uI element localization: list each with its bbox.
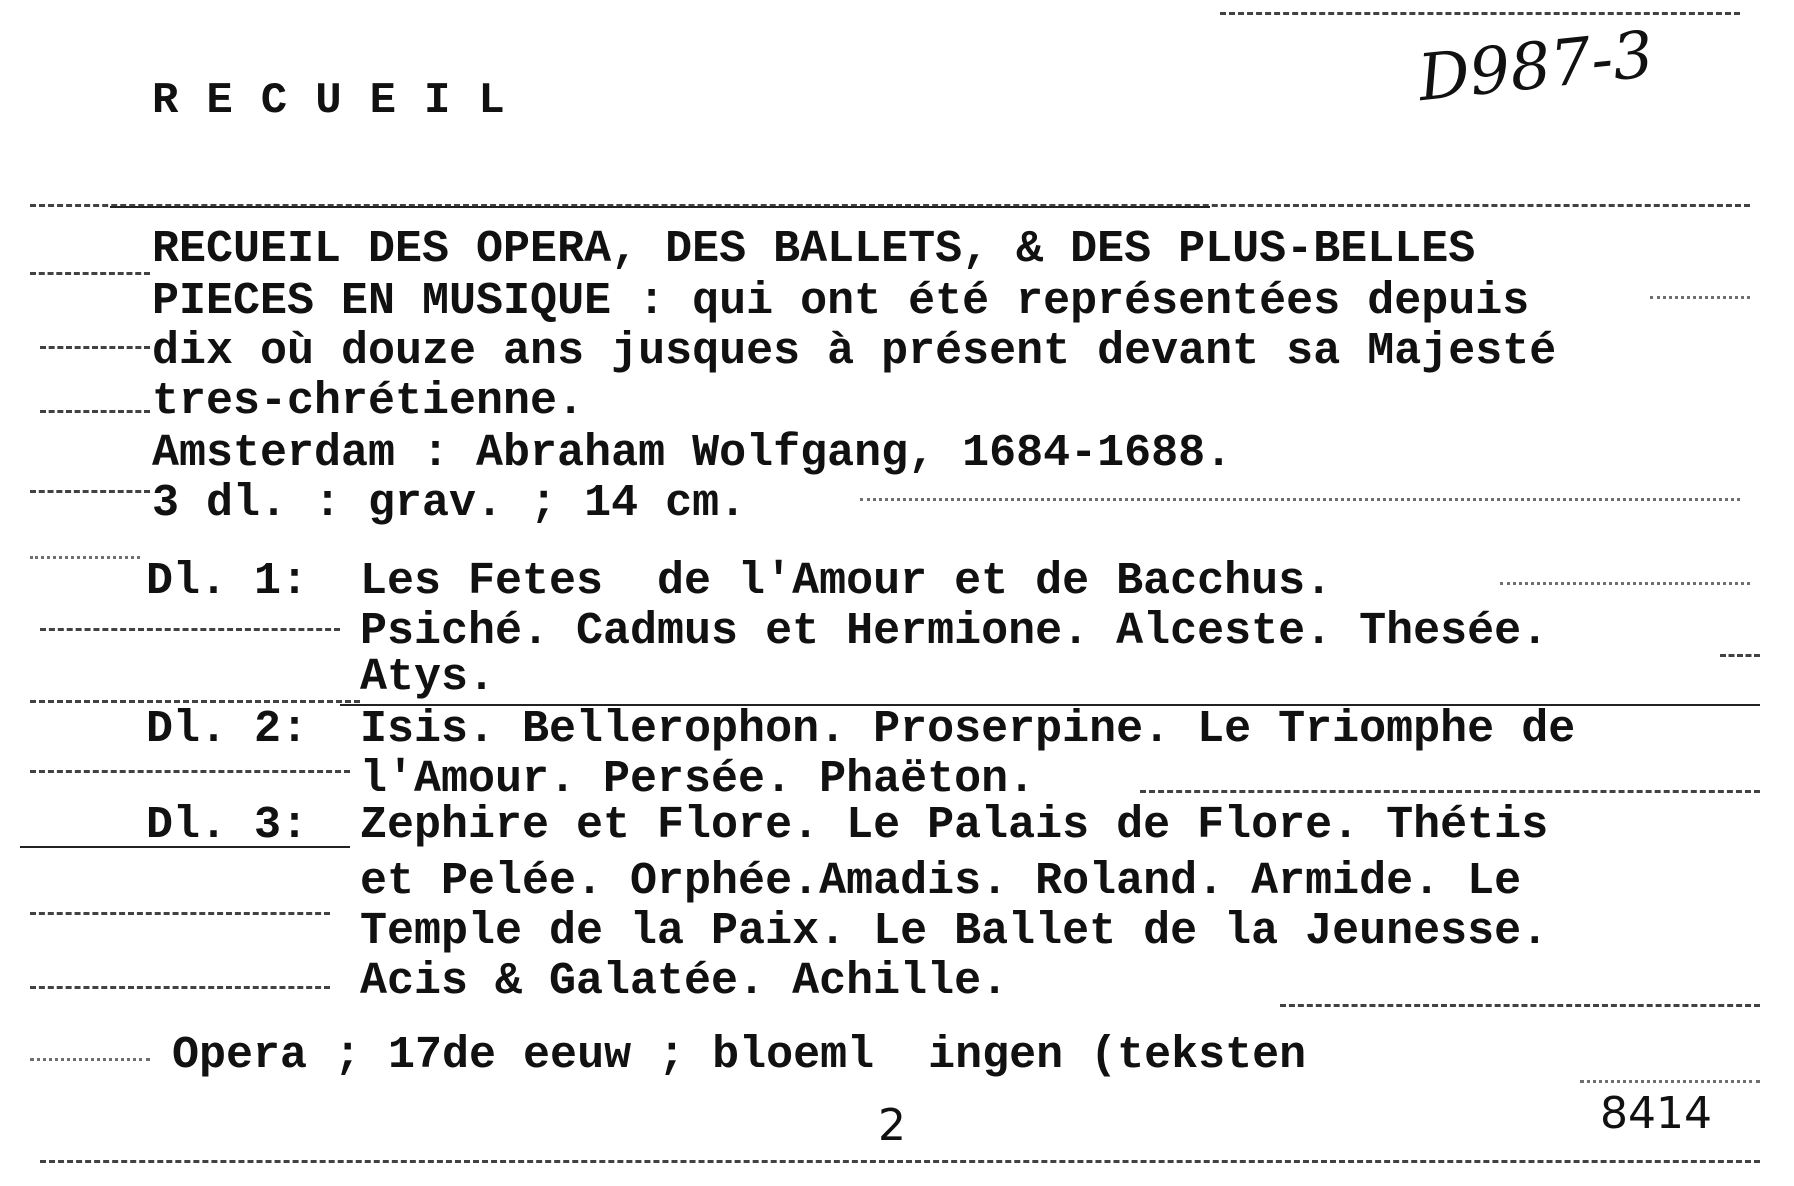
volume-2-line-1: Isis. Bellerophon. Proserpine. Le Triomphe de [360,704,1576,755]
ruled-line [860,498,1740,501]
physical-description: 3 dl. : grav. ; 14 cm. [152,478,747,529]
volume-1-label: Dl. 1: [146,556,309,607]
volume-2-line-2: l'Amour. Persée. Phaëton. [360,754,1036,805]
ruled-line [30,272,150,275]
card-heading: RECUEIL [152,76,533,126]
ruled-line [110,206,1210,208]
ruled-line [30,986,330,989]
volume-1-line-2: Psiché. Cadmus et Hermione. Alceste. Thesée. [360,606,1549,657]
volume-3-line-1: Zephire et Flore. Le Palais de Flore. Thétis [360,800,1549,851]
ruled-line [40,628,340,631]
ruled-line [30,556,140,559]
ruled-line [30,700,360,703]
card-number: 8414 [1600,1088,1712,1139]
ruled-line [30,490,150,493]
ruled-line [1280,1004,1760,1007]
ruled-line [1580,1080,1760,1083]
handwritten-shelfmark: D987-3 [1414,17,1658,117]
volume-3-label: Dl. 3: [146,800,309,851]
subject-headings: Opera ; 17de eeuw ; bloeml ingen (teksten [172,1030,1307,1081]
volume-3-line-4: Acis & Galatée. Achille. [360,956,1009,1007]
ruled-line [30,1058,150,1061]
volume-1-line-1: Les Fetes de l'Amour et de Bacchus. [360,556,1333,607]
imprint: Amsterdam : Abraham Wolfgang, 1684-1688. [152,428,1233,479]
ruled-line [1500,582,1750,585]
ruled-line [40,1160,1760,1163]
ruled-line [1140,790,1760,793]
ruled-line [40,346,150,349]
ruled-line [1720,654,1760,657]
ruled-line [1220,12,1740,15]
volume-2-label: Dl. 2: [146,704,309,755]
title-line-4: tres-chrétienne. [152,376,585,427]
title-line-1: RECUEIL DES OPERA, DES BALLETS, & DES PLUS-BELLES [152,224,1476,275]
volume-3-line-3: Temple de la Paix. Le Ballet de la Jeunesse. [360,906,1549,957]
ruled-line [1650,296,1750,299]
title-line-3: dix où douze ans jusques à présent devant sa Majesté [152,326,1557,377]
ruled-line [30,770,350,773]
footer-number: 2 [878,1100,906,1151]
ruled-line [40,410,150,413]
volume-3-line-2: et Pelée. Orphée.Amadis. Roland. Armide. Le [360,856,1522,907]
title-line-2: PIECES EN MUSIQUE : qui ont été représentées depuis [152,276,1530,327]
ruled-line [30,912,330,915]
volume-1-line-3: Atys. [360,652,496,703]
